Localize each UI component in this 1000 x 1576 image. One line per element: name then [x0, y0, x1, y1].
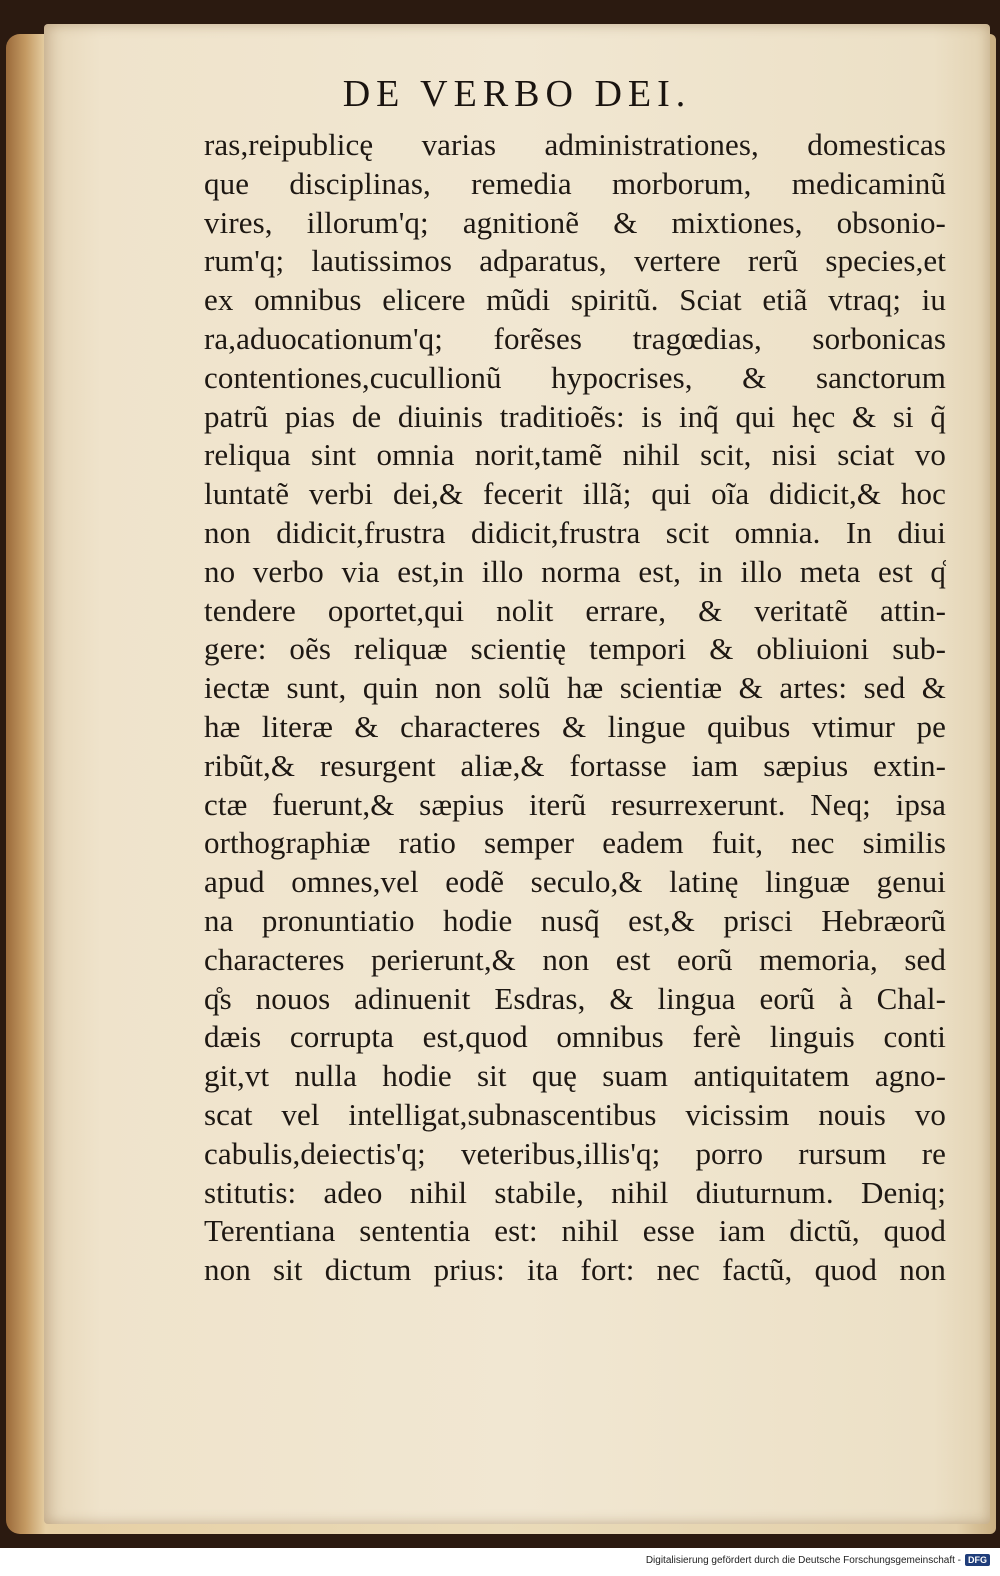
text-line: na pronuntiatio hodie nusq̃ est,& prisci Hebræorũ: [204, 902, 946, 938]
text-line: non didicit,frustra didicit,frustra scit omnia. In diui: [204, 514, 946, 550]
text-line: q̊s nouos adinuenit Esdras, & lingua eorũ à Chal-: [204, 980, 946, 1016]
text-line: contentiones,cucullionũ hypocrises, & sanctorum: [204, 359, 946, 395]
text-line: cabulis,deiectis'q; veteribus,illis'q; porro rursum re: [204, 1135, 946, 1171]
footer-credit: Digitalisierung gefördert durch die Deutsche Forschungsgemeinschaft -: [645, 1554, 961, 1566]
page-body: [204, 126, 946, 1290]
text-line: no verbo via est,in illo norma est, in illo meta est q̊: [204, 553, 946, 589]
text-line: orthographiæ ratio semper eadem fuit, nec similis: [204, 825, 946, 861]
text-line: rum'q; lautissimos adparatus, vertere rerũ species,et: [204, 243, 946, 279]
text-line: tendere oportet,qui nolit errare, & veritatẽ attin-: [204, 592, 946, 628]
footer: [646, 1554, 990, 1566]
text-line: git,vt nulla hodie sit quę suam antiquitatem agno-: [204, 1058, 946, 1094]
text-line: ex omnibus elicere mũdi spiritũ. Sciat etiã vtraq; iu: [204, 282, 946, 318]
text-line: stitutis: adeo nihil stabile, nihil diuturnum. Deniq;: [204, 1174, 946, 1210]
book-page: [44, 24, 990, 1524]
text-line: scat vel intelligat,subnascentibus vicissim nouis vo: [204, 1096, 946, 1132]
text-line: apud omnes,vel eodẽ seculo,& latinę linguæ genui: [204, 864, 946, 900]
text-line: reliqua sint omnia norit,tamẽ nihil scit, nisi sciat vo: [204, 437, 946, 473]
text-line: dæis corrupta est,quod omnibus ferè linguis conti: [204, 1019, 946, 1055]
text-line: luntatẽ verbi dei,& fecerit illã; qui oĩa didicit,& hoc: [204, 476, 946, 512]
text-line: hæ literæ & characteres & lingue quibus vtimur pe: [204, 708, 946, 744]
text-line: ra,aduocationum'q; forẽses tragœdias, sorbonicas: [204, 320, 946, 356]
text-line: ribũt,& resurgent aliæ,& fortasse iam sæpius extin-: [204, 747, 946, 783]
text-line: vires, illorum'q; agnitionẽ & mixtiones, obsonio-: [204, 204, 946, 240]
text-line: non sit dictum prius: ita fort: nec factũ, quod non: [204, 1252, 946, 1288]
text-line: gere: oẽs reliquæ scientię tempori & obliuioni sub-: [204, 631, 946, 667]
text-line: ras,reipublicę varias administrationes, domesticas: [204, 127, 946, 162]
text-line: patrũ pias de diuinis traditioẽs: is inq̃ qui hęc & si q̃: [204, 398, 946, 434]
text-line: Terentiana sententia est: nihil esse iam dictũ, quod: [204, 1213, 946, 1249]
text-line: characteres perierunt,& non est eorũ memoria, sed: [204, 941, 946, 977]
running-header: DE VERBO DEI.: [342, 73, 692, 115]
text-line: iectæ sunt, quin non solũ hæ scientiæ & artes: sed &: [204, 670, 946, 706]
text-line: ctæ fuerunt,& sæpius iterũ resurrexerunt. Neq; ipsa: [204, 786, 946, 822]
text-line: que disciplinas, remedia morborum, medicaminũ: [204, 165, 946, 201]
dfg-logo: DFG: [965, 1554, 990, 1566]
